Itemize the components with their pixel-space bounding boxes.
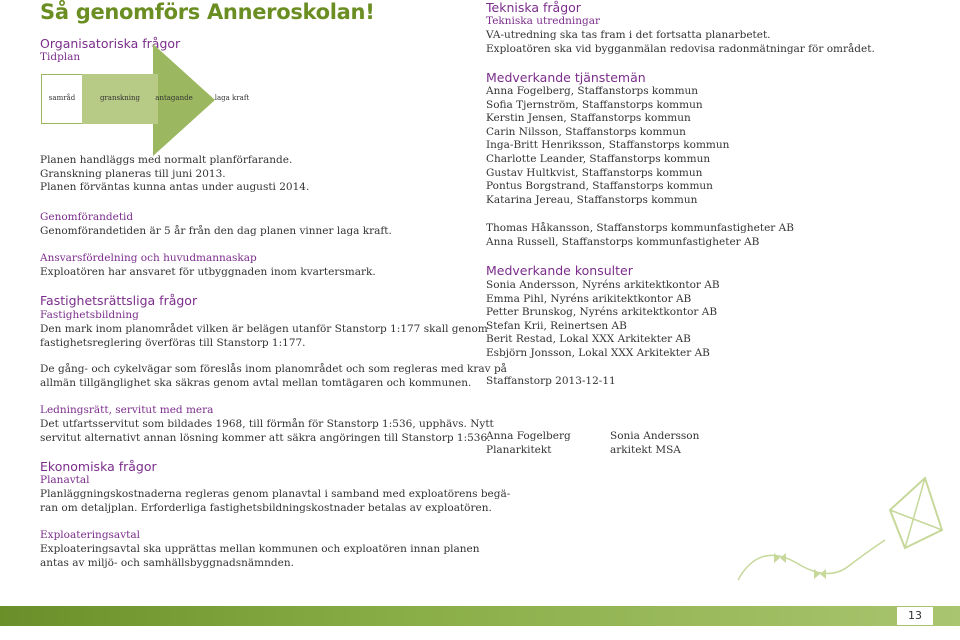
paragraph-line: fastighetsreglering överföras till Stanstorp 1:177. xyxy=(40,336,306,349)
paragraph-line: Det utfartsservitut som bildades 1968, till förmån för Stanstorp 1:536, upphävs. Nytt xyxy=(40,418,494,430)
fastighet-paragraph-1 xyxy=(40,323,488,350)
tjanstemann-heading: Medverkande tjänstemän xyxy=(486,70,646,85)
tidplan-line: Granskning planeras till juni 2013. xyxy=(40,167,226,180)
list-item: Kerstin Jensen, Staffanstorps kommun xyxy=(486,112,691,125)
kite-illustration xyxy=(720,470,960,620)
paragraph-line: servitut alternativt annan lösning kommer att säkra angöringen till Stanstorp 1:536. xyxy=(40,431,491,444)
fastigheter-list xyxy=(486,222,794,249)
signer-2 xyxy=(610,430,699,457)
list-item: Sonia Andersson, Nyréns arkitektkontor AB xyxy=(486,279,720,291)
ledning-heading: Ledningsrätt, servitut med mera xyxy=(40,404,214,416)
exploatering-paragraph xyxy=(40,543,480,570)
place-date: Staffanstorp 2013-12-11 xyxy=(486,375,616,387)
ansvar-heading: Ansvarsfördelning och huvudmannaskap xyxy=(40,252,257,264)
list-item: Esbjörn Jonsson, Lokal XXX Arkitekter AB xyxy=(486,346,710,359)
signer-name: Anna Fogelberg xyxy=(486,430,571,442)
list-item: Inga-Britt Henriksson, Staffanstorps kommun xyxy=(486,139,730,152)
org-heading: Organisatoriska frågor xyxy=(40,36,181,51)
signer-title: arkitekt MSA xyxy=(610,443,681,456)
paragraph-line: VA-utredning ska tas fram i det fortsatta planarbetet. xyxy=(486,29,771,41)
process-step-samrad: samråd xyxy=(41,74,82,124)
list-item: Thomas Håkansson, Staffanstorps kommunfastigheter AB xyxy=(486,222,794,234)
page-number: 13 xyxy=(897,607,933,625)
kite-bows-icon xyxy=(774,553,826,579)
ansvar-block xyxy=(40,266,376,280)
tidplan-line: Planen handläggs med normalt planförfarande. xyxy=(40,154,293,166)
process-step-antagande: antagande xyxy=(155,94,193,103)
signer-title: Planarkitekt xyxy=(486,443,552,456)
paragraph-line: ran om detaljplan. Erforderliga fastighetsbildningskostnader betalas av exploatören. xyxy=(40,501,492,514)
tidplan-line: Planen förväntas kunna antas under augusti 2014. xyxy=(40,181,310,194)
tekniska-text xyxy=(486,29,875,56)
list-item: Pontus Borgstrand, Staffanstorps kommun xyxy=(486,180,713,193)
fastighet-heading: Fastighetsrättsliga frågor xyxy=(40,293,198,308)
process-step-laga-kraft: laga kraft xyxy=(214,94,250,103)
tekniska-subheading: Tekniska utredningar xyxy=(486,15,601,27)
list-item: Anna Fogelberg, Staffanstorps kommun xyxy=(486,85,699,97)
list-item: Sofia Tjernström, Staffanstorps kommun xyxy=(486,98,703,111)
paragraph-line: De gång- och cykelvägar som föreslås inom planområdet och som regleras med krav på xyxy=(40,363,507,375)
list-item: Berit Restad, Lokal XXX Arkitekter AB xyxy=(486,333,691,346)
signer-1 xyxy=(486,430,571,457)
paragraph-line: allmän tillgänglighet ska säkras genom avtal mellan tomtägaren och kommunen. xyxy=(40,376,472,389)
ansvar-text: Exploatören har ansvaret för utbyggnaden inom kvartersmark. xyxy=(40,266,376,278)
list-item: Anna Russell, Staffanstorps kommunfastigheter AB xyxy=(486,235,760,248)
ekonomi-heading: Ekonomiska frågor xyxy=(40,459,157,474)
exploatering-heading: Exploateringsavtal xyxy=(40,529,140,541)
genomforandetid-block xyxy=(40,225,392,239)
list-item: Gustav Hultkvist, Staffanstorps kommun xyxy=(486,166,703,179)
planavtal-subheading: Planavtal xyxy=(40,474,90,486)
list-item: Katarina Jereau, Staffanstorps kommun xyxy=(486,193,698,206)
tjanstemann-list xyxy=(486,85,729,207)
planavtal-paragraph xyxy=(40,488,510,515)
tekniska-heading: Tekniska frågor xyxy=(486,0,581,15)
fastighet-paragraph-2 xyxy=(40,363,507,390)
genomforandetid-text: Genomförandetiden är 5 år från den dag planen vinner laga kraft. xyxy=(40,225,392,237)
tidplan-subheading: Tidplan xyxy=(40,51,81,63)
konsulter-list xyxy=(486,279,720,361)
konsulter-heading: Medverkande konsulter xyxy=(486,263,633,278)
footer-band xyxy=(0,606,960,626)
paragraph-line: Exploatören ska vid bygganmälan redovisa radonmätningar för området. xyxy=(486,42,875,55)
kite-icon xyxy=(890,478,942,548)
ledning-paragraph xyxy=(40,418,494,445)
fastighetsbildning-subheading: Fastighetsbildning xyxy=(40,309,139,321)
genomforandetid-heading: Genomförandetid xyxy=(40,211,134,223)
list-item: Stefan Krii, Reinertsen AB xyxy=(486,319,627,332)
process-step-granskning: granskning xyxy=(82,74,158,124)
paragraph-line: Planläggningskostnaderna regleras genom planavtal i samband med exploatörens begä- xyxy=(40,488,511,500)
list-item: Emma Pihl, Nyréns arikitektkontor AB xyxy=(486,292,692,305)
page-title: Så genomförs Anneroskolan! xyxy=(40,0,375,24)
paragraph-line: Den mark inom planområdet vilken är belägen utanför Stanstorp 1:177 skall genom xyxy=(40,323,488,335)
list-item: Charlotte Leander, Staffanstorps kommun xyxy=(486,152,711,165)
list-item: Petter Brunskog, Nyréns arkitektkontor AB xyxy=(486,306,718,319)
list-item: Carin Nilsson, Staffanstorps kommun xyxy=(486,125,686,138)
signer-name: Sonia Andersson xyxy=(610,430,700,442)
paragraph-line: antas av miljö- och samhällsbyggnadsnämnden. xyxy=(40,556,294,569)
paragraph-line: Exploateringsavtal ska upprättas mellan kommunen och exploatören innan planen xyxy=(40,543,480,555)
tidplan-text xyxy=(40,154,309,195)
